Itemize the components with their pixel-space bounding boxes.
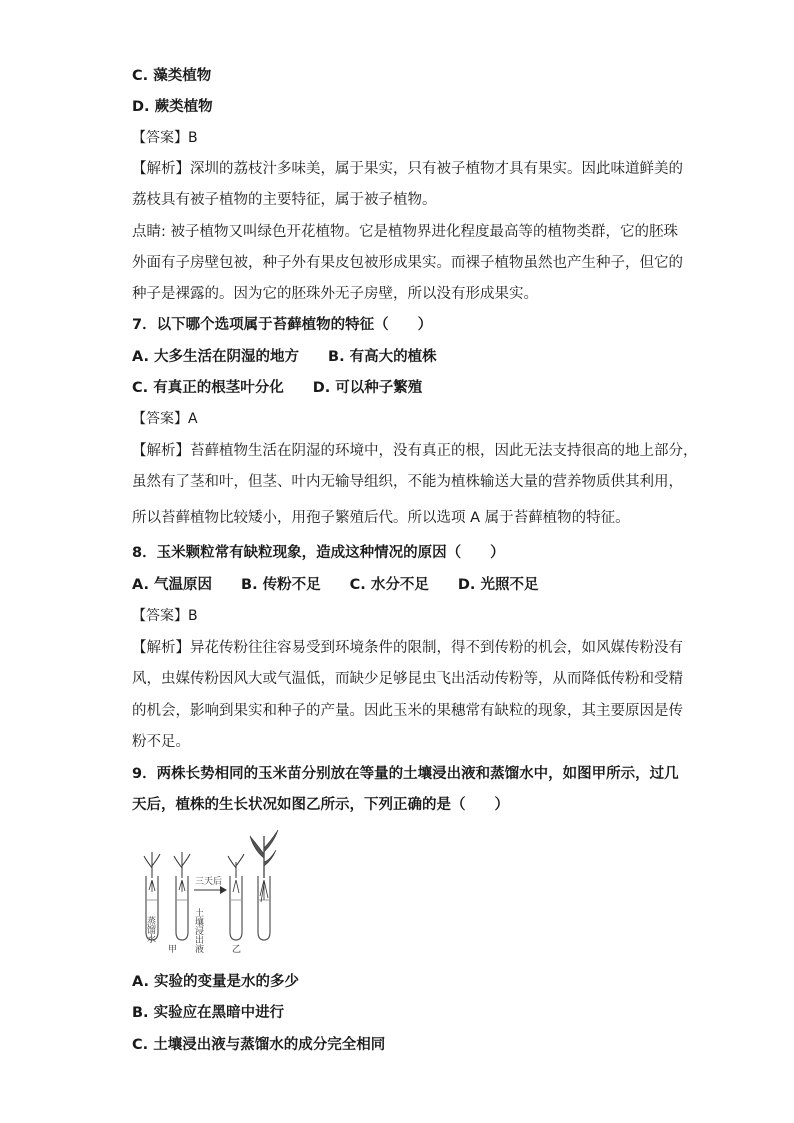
q7-analysis-line-1: 【解析】苔藓植物生活在阴湿的环境中，没有真正的根，因此无法支持很高的地上部分， — [132, 443, 698, 459]
arrow-right-icon — [194, 886, 227, 894]
q7-stem: 7．以下哪个选项属于苔藓植物的特征（ ） — [132, 317, 433, 333]
q6-note-line-3: 种子是裸露的。因为它的胚珠外无子房壁，所以没有形成果实。 — [132, 286, 538, 302]
label-yi: 乙 — [232, 945, 242, 955]
q6-option-d: D. 蕨类植物 — [132, 99, 213, 115]
q9-stem-line-2: 天后，植株的生长状况如图乙所示，下列正确的是（ ） — [132, 797, 509, 813]
q9-stem-line-1: 9．两株长势相同的玉米苗分别放在等量的土壤浸出液和蒸馏水中，如图甲所示，过几 — [132, 766, 679, 782]
q8-analysis-line-1: 【解析】异花传粉往往容易受到环境条件的限制，得不到传粉的机会，如风媒传粉没有 — [132, 640, 683, 656]
label-jia: 甲 — [168, 945, 178, 955]
q8-options: A. 气温原因 B. 传粉不足 C. 水分不足 D. 光照不足 — [132, 577, 539, 593]
q7-analysis-line-2: 虽然有了茎和叶，但茎、叶内无输导组织，不能为植株输送大量的营养物质供其利用， — [132, 474, 683, 490]
q9-option-b: B. 实验应在黑暗中进行 — [132, 1005, 285, 1021]
q6-answer: 【答案】B — [132, 130, 198, 146]
label-three-days: 三天后 — [195, 877, 223, 887]
q8-analysis-line-3: 的机会，影响到果实和种子的产量。因此玉米的果穗常有缺粒的现象，其主要原因是传 — [132, 703, 683, 719]
q8-answer: 【答案】B — [132, 608, 198, 624]
q9-option-c: C. 土壤浸出液与蒸馏水的成分完全相同 — [132, 1037, 386, 1053]
q8-analysis-line-2: 风，虫媒传粉因风大或气温低，而缺少足够昆虫飞出活动传粉等，从而降低传粉和受精 — [132, 671, 683, 687]
test-tube-after-tall-icon — [250, 830, 278, 940]
q9-option-a: A. 实验的变量是水的多少 — [132, 974, 300, 990]
label-distilled-water: 蒸馏水 — [145, 916, 155, 943]
q7-analysis-line-3: 所以苔藓植物比较矮小，用孢子繁殖后代。所以选项 A 属于苔藓植物的特征。 — [132, 510, 630, 526]
q8-analysis-line-4: 粉不足。 — [132, 734, 190, 750]
test-tube-soil-extract-icon — [174, 852, 190, 940]
q7-answer: 【答案】A — [132, 411, 198, 427]
test-tube-after-small-icon — [228, 854, 244, 940]
q6-option-c: C. 藻类植物 — [132, 68, 212, 84]
label-soil-extract: 土壤浸出液 — [193, 908, 203, 953]
q8-stem: 8．玉米颗粒常有缺粒现象，造成这种情况的原因（ ） — [132, 545, 505, 561]
seedling-experiment-figure — [132, 828, 292, 956]
q7-options-line-1: A. 大多生活在阴湿的地方 B. 有高大的植株 — [132, 349, 437, 365]
q6-analysis-line-2: 荔枝具有被子植物的主要特征，属于被子植物。 — [132, 192, 437, 208]
q6-note-line-2: 外面有子房壁包被，种子外有果皮包被形成果实。而裸子植物虽然也产生种子，但它的 — [132, 255, 683, 271]
q7-options-line-2: C. 有真正的根茎叶分化 D. 可以种子繁殖 — [132, 380, 423, 396]
q6-analysis-line-1: 【解析】深圳的荔枝汁多味美，属于果实，只有被子植物才具有果实。因此味道鲜美的 — [132, 161, 683, 177]
q6-note-line-1: 点睛: 被子植物又叫绿色开花植物。它是植物界进化程度最高等的植物类群，它的胚珠 — [132, 224, 678, 240]
